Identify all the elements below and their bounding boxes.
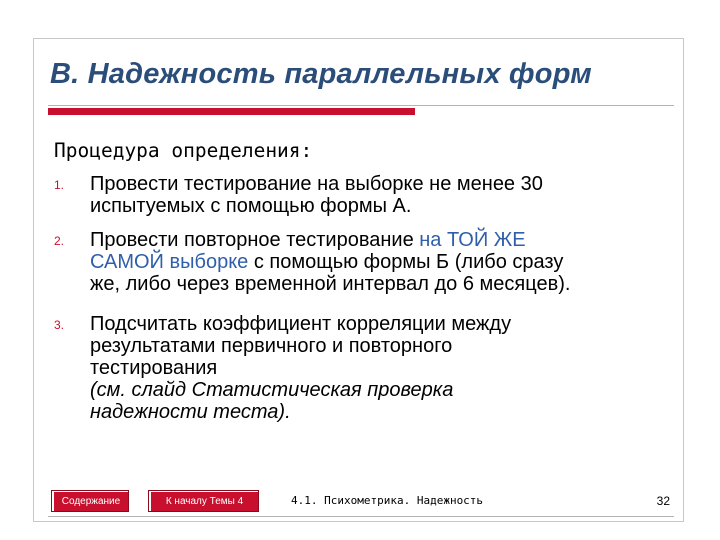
item-3-note-line-1: (см. слайд Статистическая проверка: [90, 379, 454, 401]
title-accent-bar: [48, 108, 415, 115]
footer-divider: [48, 516, 674, 517]
item-2-line-3: же, либо через временной интервал до 6 месяцев).: [90, 273, 571, 295]
item-number-2: 2.: [54, 234, 65, 248]
item-2-line-1: Провести повторное тестирование на ТОЙ ЖЕ: [90, 229, 526, 251]
slide-title: В. Надежность параллельных форм: [50, 58, 592, 90]
list-item-1: [90, 173, 680, 217]
list-item-2: [90, 229, 680, 295]
page-number: 32: [656, 494, 670, 508]
contents-button[interactable]: Содержание: [52, 491, 128, 511]
item-1-line-1: Провести тестирование на выборке не менее 30: [90, 173, 543, 195]
procedure-heading: Процедура определения:: [54, 139, 313, 162]
item-3-line-3: тестирования: [90, 357, 218, 379]
item-number-1: 1.: [54, 178, 65, 192]
list-item-3: [90, 313, 680, 423]
item-number-3: 3.: [54, 318, 65, 332]
section-label: 4.1. Психометрика. Надежность: [291, 494, 484, 507]
item-1-line-2: испытуемых с помощью формы А.: [90, 195, 412, 217]
same-sample-highlight: на ТОЙ ЖЕ: [419, 229, 526, 251]
title-divider: [48, 105, 674, 106]
item-2-line-2: САМОЙ выборке с помощью формы Б (либо сразу: [90, 251, 564, 273]
item-3-line-1: Подсчитать коэффициент корреляции между: [90, 313, 512, 335]
topic-start-button[interactable]: К началу Темы 4: [149, 491, 258, 511]
item-3-note-line-2: надежности теста).: [90, 401, 291, 423]
item-3-line-2: результатами первичного и повторного: [90, 335, 453, 357]
same-sample-highlight-cont: САМОЙ выборке: [90, 251, 249, 273]
